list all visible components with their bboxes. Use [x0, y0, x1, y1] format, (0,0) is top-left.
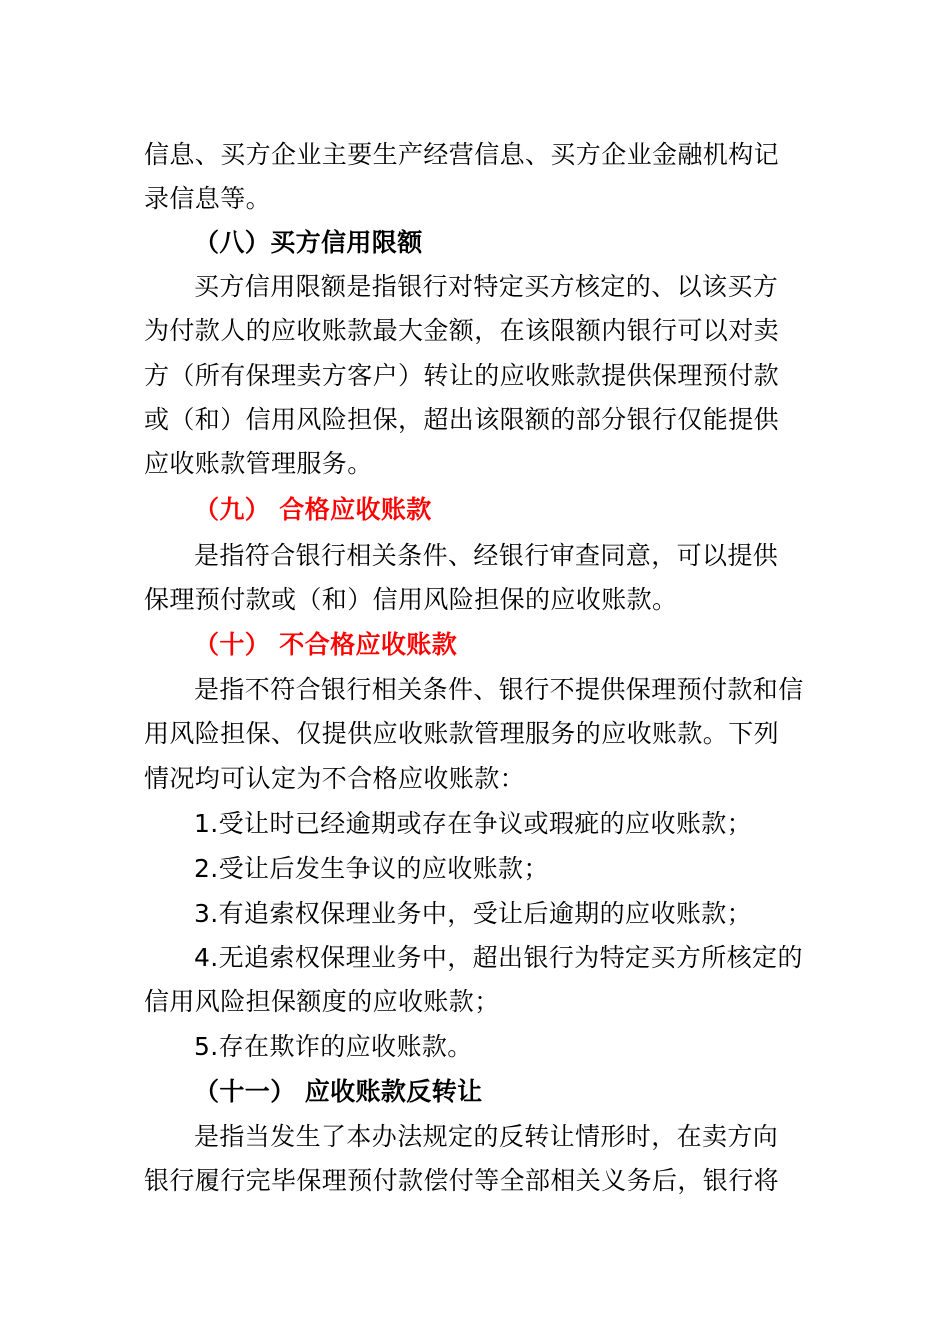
paragraph-line: 应收账款管理服务。	[144, 449, 373, 478]
list-item-4-continued: 信用风险担保额度的应收账款；	[144, 987, 500, 1016]
paragraph-line: 录信息等。	[144, 184, 272, 213]
paragraph-line: 情况均可认定为不合格应收账款：	[144, 764, 526, 793]
paragraph-line: 是指符合银行相关条件、经银行审查同意，可以提供	[194, 541, 779, 570]
paragraph-line: 买方信用限额是指银行对特定买方核定的、以该买方	[194, 272, 779, 301]
list-item-1: 1.受让时已经逾期或存在争议或瑕疵的应收账款；	[194, 809, 753, 838]
section-heading-11: （十一） 应收账款反转让	[194, 1077, 483, 1106]
section-heading-8: （八）买方信用限额	[194, 228, 423, 257]
paragraph-line: 信息、买方企业主要生产经营信息、买方企业金融机构记	[144, 140, 780, 169]
paragraph-line: 是指不符合银行相关条件、银行不提供保理预付款和信	[194, 675, 804, 704]
list-item-4: 4.无追索权保理业务中，超出银行为特定买方所核定的	[194, 943, 803, 972]
paragraph-line: 为付款人的应收账款最大金额，在该限额内银行可以对卖	[144, 316, 780, 345]
section-heading-9: （九） 合格应收账款	[194, 495, 432, 524]
paragraph-line: 或（和）信用风险担保，超出该限额的部分银行仅能提供	[144, 405, 780, 434]
paragraph-line: 保理预付款或（和）信用风险担保的应收账款。	[144, 585, 678, 614]
list-item-5: 5.存在欺诈的应收账款。	[194, 1032, 473, 1061]
paragraph-line: 银行履行完毕保理预付款偿付等全部相关义务后，银行将	[144, 1166, 780, 1195]
list-item-3: 3.有追索权保理业务中，受让后逾期的应收账款；	[194, 899, 753, 928]
section-heading-10: （十） 不合格应收账款	[194, 630, 458, 659]
paragraph-line: 是指当发生了本办法规定的反转让情形时，在卖方向	[194, 1122, 779, 1151]
list-item-2: 2.受让后发生争议的应收账款；	[194, 854, 549, 883]
paragraph-line: 用风险担保、仅提供应收账款管理服务的应收账款。下列	[144, 719, 780, 748]
paragraph-line: 方（所有保理卖方客户）转让的应收账款提供保理预付款	[144, 361, 780, 390]
